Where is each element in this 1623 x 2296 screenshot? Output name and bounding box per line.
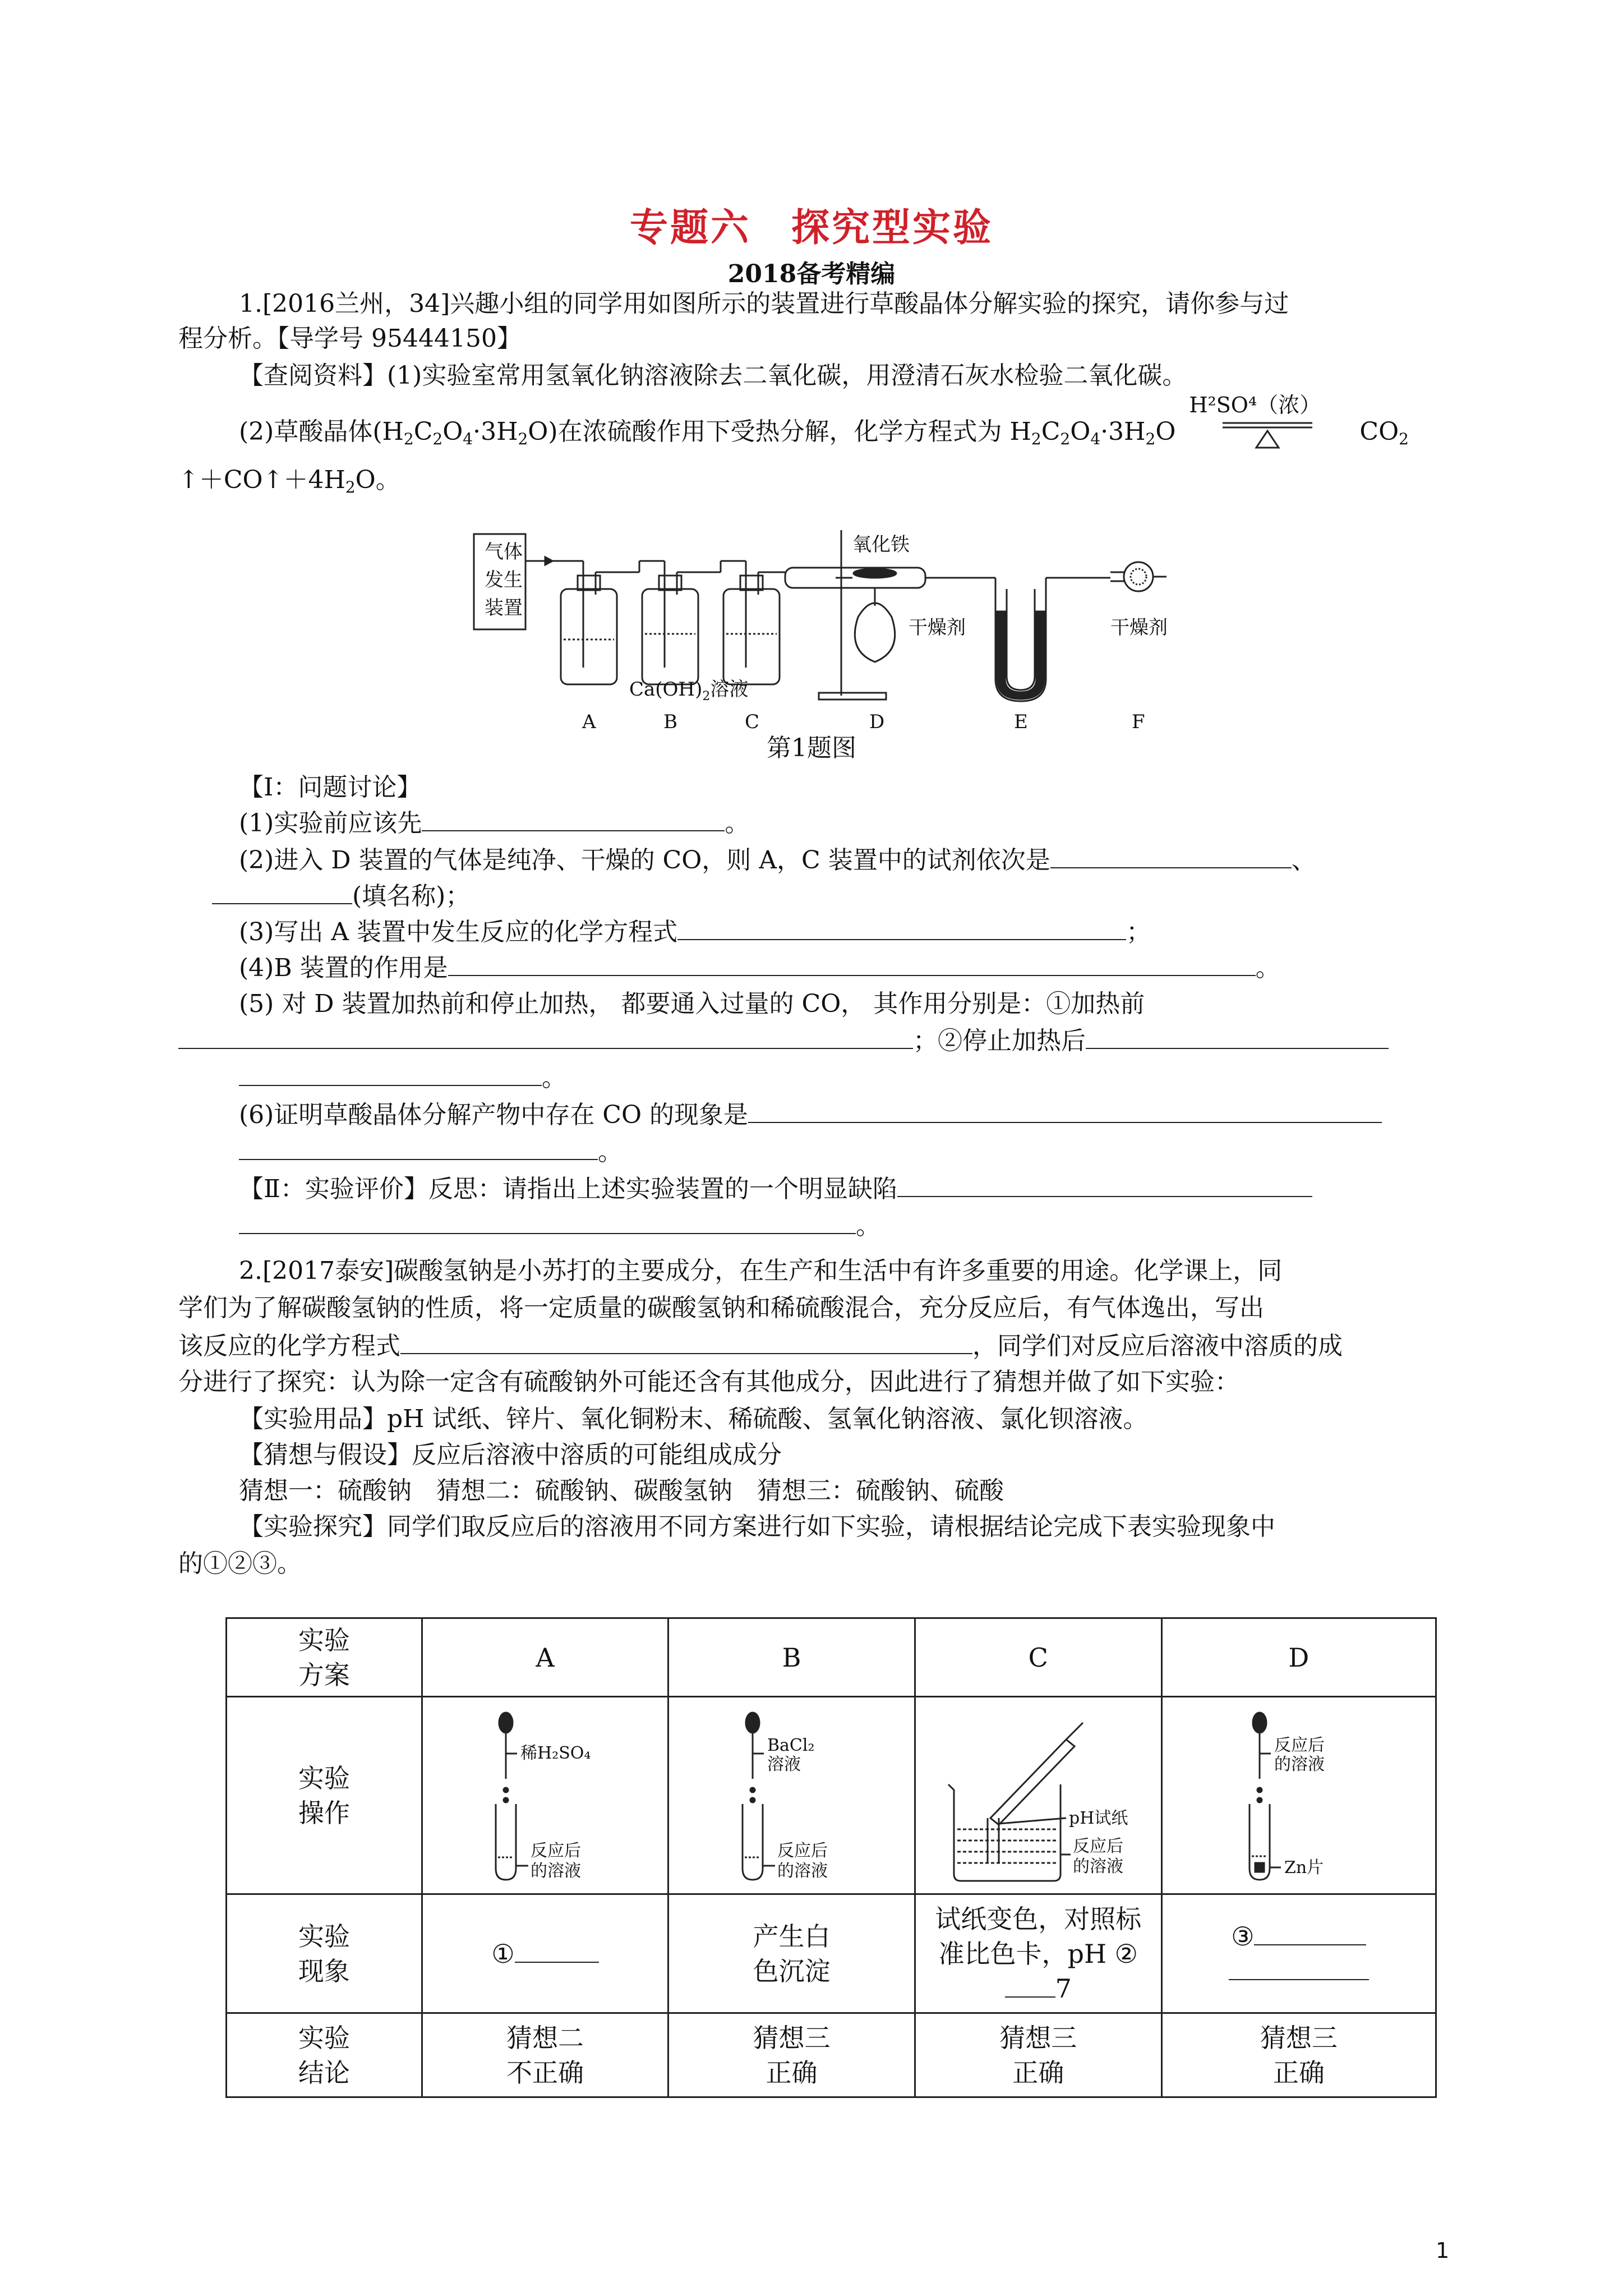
label-desiccant-1: 干燥剂 [909, 616, 966, 639]
q1-p5b: ；②停止加热后 [178, 1023, 1468, 1058]
q2-line2: 学们为了解碳酸氢钠的性质，将一定质量的碳酸氢钠和稀硫酸混合，充分反应后，有气体逸出，写出 [178, 1294, 1264, 1322]
plan-a: A [422, 1618, 668, 1697]
reaction-condition: H²SO⁴（浓） [1183, 415, 1352, 449]
plan-d: D [1161, 1618, 1436, 1697]
table-row-phenomenon [227, 1894, 1436, 2013]
label-gen1: 气体 [485, 541, 523, 563]
label-gen3: 装置 [485, 597, 523, 619]
table-row-plan [227, 1618, 1436, 1697]
bottle-b [639, 561, 721, 684]
q1-p6: (6)证明草酸晶体分解产物中存在 CO 的现象是 [239, 1097, 1529, 1132]
table-row-operation [227, 1697, 1436, 1894]
q1-part2b: 。 [239, 1208, 1529, 1243]
q2-line6: 【猜想与假设】反应后溶液中溶质的可能组成成分 [239, 1441, 782, 1469]
q1-p4: (4)B 装置的作用是 。 [239, 950, 1529, 985]
u-tube-e [995, 578, 1110, 701]
plan-b: B [668, 1618, 915, 1697]
row-head-phenomenon: 实验 现象 [227, 1894, 422, 2013]
q2-line7: 猜想一：硫酸钠 猜想二：硫酸钠、碳酸氢钠 猜想三：硫酸钠、硫酸 [239, 1476, 1004, 1505]
row-head-conclusion: 实验 结论 [227, 2013, 422, 2097]
q2-line5: 【实验用品】pH 试纸、锌片、氧化铜粉末、稀硫酸、氢氧化钠溶液、氯化钡溶液。 [239, 1405, 1148, 1433]
apparatus-figure [471, 527, 1223, 740]
bottle-c [721, 561, 785, 684]
svg-text:溶液: 溶液 [767, 1754, 801, 1774]
q1-p5c: 。 [239, 1060, 1529, 1095]
svg-text:Zn片: Zn片 [1284, 1857, 1324, 1878]
conclusion-b: 猜想三 正确 [668, 2013, 915, 2097]
q1-line1: 1.[2016兰州，34]兴趣小组的同学用如图所示的装置进行草酸晶体分解实验的探究，请你参与过 [239, 289, 1289, 318]
label-b: B [663, 711, 677, 733]
svg-text:的溶液: 的溶液 [531, 1861, 582, 1881]
dropper-tube-b-icon [708, 1706, 876, 1885]
q2-line8: 【实验探究】同学们取反应后的溶液用不同方案进行如下实验，请根据结论完成下表实验现象中 [239, 1512, 1275, 1541]
q2-line1: 2.[2017泰安]碳酸氢钠是小苏打的主要成分，在生产和生活中有许多重要的用途。化学课上，同 [239, 1257, 1283, 1285]
bottle-a [552, 561, 639, 684]
table-row-conclusion [227, 2013, 1436, 2097]
plan-c: C [915, 1618, 1161, 1697]
phenomenon-c: 试纸变色，对照标 准比色卡，pH ② 7 [915, 1894, 1161, 2013]
phenomenon-a: ① [422, 1894, 668, 2013]
page-subtitle: 2018备考精编 [727, 260, 896, 288]
experiment-table [225, 1617, 1437, 2098]
row-head-plan: 实验 方案 [227, 1618, 422, 1697]
svg-text:BaCl₂: BaCl₂ [767, 1735, 815, 1755]
q1-p2: (2)进入 D 装置的气体是纯净、干燥的 CO，则 A，C 装置中的试剂依次是 、 [239, 843, 1529, 877]
label-desiccant-2: 干燥剂 [1110, 616, 1168, 639]
label-a: A [582, 711, 596, 733]
row-head-operation: 实验 操作 [227, 1697, 422, 1894]
operation-c [915, 1697, 1161, 1894]
svg-text:稀H₂SO₄: 稀H₂SO₄ [520, 1743, 591, 1763]
q2-line9: 的①②③。 [178, 1549, 302, 1578]
label-e: E [1014, 711, 1028, 733]
q1-line2: 程分析。【导学号 95444150】 [178, 324, 522, 353]
conclusion-c: 猜想三 正确 [915, 2013, 1161, 2097]
svg-text:的溶液: 的溶液 [1274, 1754, 1325, 1774]
q2-line4: 分进行了探究：认为除一定含有硫酸钠外可能还含有其他成分，因此进行了猜想并做了如下实验： [178, 1368, 1239, 1396]
drying-tube-f [1110, 562, 1166, 591]
q1-p6b: 。 [239, 1134, 1529, 1169]
label-c: C [745, 711, 760, 733]
part1-heading: 【Ⅰ：问题讨论】 [239, 773, 422, 802]
label-gen2: 发生 [485, 569, 523, 591]
figure-caption: 第1题图 [767, 734, 856, 762]
page-title: 专题六 探究型实验 [629, 206, 993, 250]
beaker-ph-icon [926, 1706, 1150, 1885]
q1-p1: (1)实验前应该先 。 [239, 806, 1529, 840]
svg-text:pH试纸: pH试纸 [1069, 1808, 1128, 1828]
dropper-tube-a-icon [461, 1706, 629, 1885]
label-iron-oxide: 氧化铁 [852, 533, 910, 556]
label-f: F [1132, 711, 1145, 733]
label-caoh: $Ca(OH)_2$溶液 [629, 678, 749, 703]
dropper-tube-d-icon [1215, 1706, 1383, 1885]
svg-text:反应后: 反应后 [1274, 1735, 1325, 1755]
operation-a [422, 1697, 668, 1894]
q2-line3: 该反应的化学方程式 ，同学们对反应后溶液中溶质的成 [178, 1328, 1468, 1363]
operation-d [1161, 1697, 1436, 1894]
operation-b [668, 1697, 915, 1894]
svg-text:的溶液: 的溶液 [777, 1861, 828, 1881]
reaction-arrow-icon [1183, 415, 1352, 449]
svg-text:反应后: 反应后 [777, 1841, 828, 1861]
q1-p5: (5) 对 D 装置加热前和停止加热， 都要通入过量的 CO， 其作用分别是：①加热前 [239, 990, 1145, 1018]
q1-info1: 【查阅资料】(1)实验室常用氢氧化钠溶液除去二氧化碳，用澄清石灰水检验二氧化碳。 [239, 361, 1187, 390]
q1-info3: $↑+CO↑+4H_2O$。 [178, 466, 400, 496]
label-d: D [869, 711, 885, 733]
conclusion-a: 猜想二 不正确 [422, 2013, 668, 2097]
q1-part2: 【Ⅱ：实验评价】反思：请指出上述实验装置的一个明显缺陷 [239, 1171, 1529, 1206]
svg-text:反应后: 反应后 [531, 1841, 582, 1861]
phenomenon-b: 产生白 色沉淀 [668, 1894, 915, 2013]
q1-p2b: (填名称)； [178, 878, 1468, 913]
phenomenon-d: ③ [1161, 1894, 1436, 2013]
svg-text:的溶液: 的溶液 [1073, 1856, 1124, 1876]
conclusion-d: 猜想三 正确 [1161, 2013, 1436, 2097]
svg-text:反应后: 反应后 [1073, 1836, 1124, 1856]
q1-info2: (2)草酸晶体$(H_2C_2O_4\cdot 3H_2O)$在浓硫酸作用下受热分解，化学方程式为 $H_2C_2O_4\cdot 3H_2O$ H²SO⁴（浓） $CO_2$ [239, 393, 1409, 448]
q1-p3: (3)写出 A 装置中发生反应的化学方程式 ； [239, 914, 1529, 949]
page-number: 1 [1436, 2238, 1450, 2263]
